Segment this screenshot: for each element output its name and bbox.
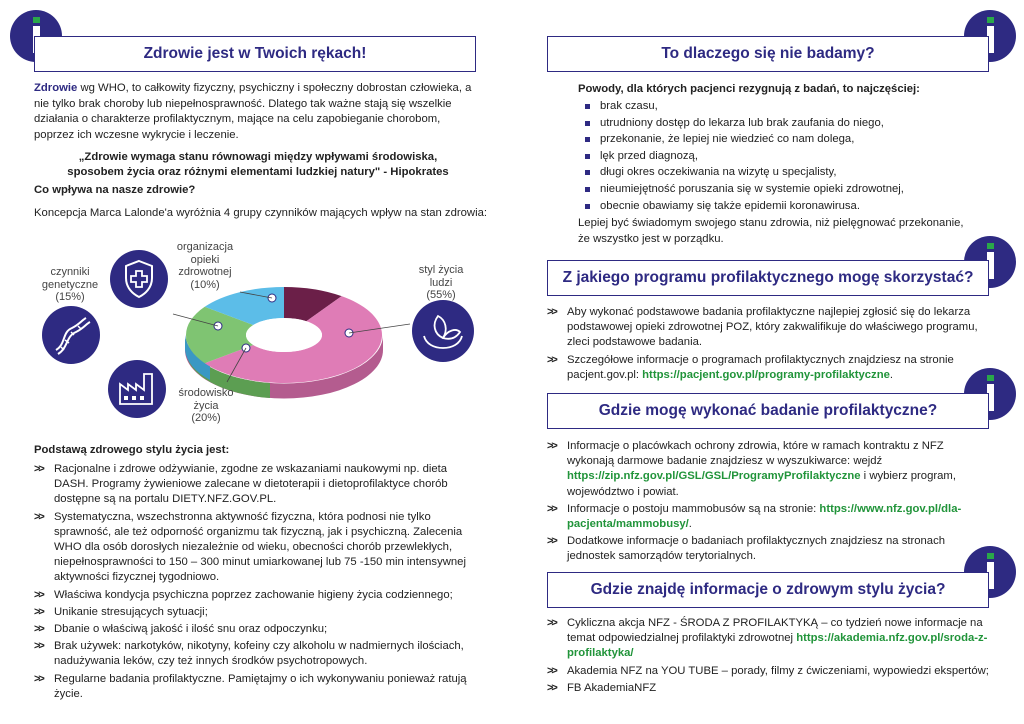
factory-icon <box>108 360 166 418</box>
section-title: Gdzie znajdę informacje o zdrowym stylu życia? <box>590 581 946 598</box>
chart-label-genetyczne: czynniki genetyczne (15%) <box>41 266 99 303</box>
lifestyle-list <box>34 462 480 704</box>
mammobus-link[interactable]: https://www.nfz.gov.pl/dla-pacjenta/mammobusy/ <box>567 502 962 531</box>
list-item: >> Dodatkowe informacje o badaniach profilaktycznych znajdziesz na stronach jednostek samorządów terytorialnych. <box>547 535 946 563</box>
chart-label-styl: styl życia ludzi (55%) <box>418 264 464 301</box>
list-item: >> Unikanie stresujących sytuacji; <box>34 605 208 618</box>
section-title: Gdzie mogę wykonać badanie profilaktyczne? <box>598 402 938 419</box>
list-item: >> Cykliczna akcja NFZ - ŚRODA Z PROFILAKTYKĄ – co tydzień nowe informacje na temat odpowiedzialnej profilaktyki zdrowotnej https://akademia.nfz.gov.pl/sroda-z-profilaktyka/ <box>547 617 988 660</box>
donut-hole <box>246 318 322 352</box>
dna-icon <box>42 306 100 364</box>
list-item: >> Racjonalne i zdrowe odżywianie, zgodne ze wskazaniami naukowymi np. dieta DASH. Programy żywieniowe zalecane w dietoterapii i dietoprofilaktyce chorób dostępne są na portalu DIETY.NFZ.GOV.PL. <box>34 463 448 506</box>
list-item: >> Właściwa kondycja psychiczna poprzez zachowanie higieny życia codziennego; <box>34 588 453 601</box>
list-item: brak czasu, <box>580 98 1000 115</box>
list-item: >> Brak używek: narkotyków, nikotyny, kofeiny czy alkoholu w nadmiernych ilościach, nadużywania leków, czy też innych środków psychotropowych. <box>34 640 464 668</box>
list-item: >> Systematyczna, wszechstronna aktywność fizyczna, która podnosi nie tylko sprawność, ale też odporność organizmu tak fizyczną, jak i psychiczną. Zalecenia WHO dla osób dorosłych niezależnie od wieku, obecności chorób przewlekłych, niepełnosprawności to 150 – 300 minut umiarkowanej lub 75 -150 min intensywnej aktywności fizycznej tygodniowo. <box>34 510 466 584</box>
list-item: utrudniony dostęp do lekarza lub brak zaufania do niego, <box>580 115 1000 132</box>
section-title-box <box>547 36 989 72</box>
program-list <box>547 305 997 385</box>
leaf-hands-icon <box>412 300 474 362</box>
akademia-link[interactable]: https://akademia.nfz.gov.pl/sroda-z-profilaktyka/ <box>567 632 988 660</box>
section-title-box <box>547 260 989 296</box>
intro-paragraph: Zdrowie wg WHO, to całkowity fizyczny, psychiczny i społeczny dobrostan człowieka, a nie tylko brak choroby lub niepełnosprawność. Dlatego tak ważne stają się wszelkie działania o charakterze profilaktycznym, mające na celu zapobieganie chorobom, poprzez ich wczesne wykrycie i leczenie. <box>34 82 472 141</box>
section-title: To dlaczego się nie badamy? <box>661 45 875 62</box>
page-title: Zdrowie jest w Twoich rękach! <box>143 45 367 62</box>
pacjent-link[interactable]: https://pacjent.gov.pl/programy-profilaktyczne <box>642 368 890 381</box>
medical-shield-icon <box>110 250 168 308</box>
concept-text: Koncepcja Marca Lalonde'a wyróżnia 4 grupy czynników mających wpływ na stan zdrowia: <box>34 207 487 219</box>
list-item: >> Informacje o placówkach ochrony zdrowia, które w ramach kontraktu z NFZ wykonają darmowe badanie znajdziesz w wyszukiwarce: wejdź https://zip.nfz.gov.pl/GSL/GSL/ProgramyProfilaktyczne i wybierz program, województwo i powiat. <box>547 440 956 498</box>
section-title-box <box>547 572 989 608</box>
lifestyle-heading: Podstawą zdrowego stylu życia jest: <box>34 444 230 456</box>
list-item: >> Szczegółowe informacje o programach profilaktycznych znajdziesz na stronie pacjent.gov.pl: https://pacjent.gov.pl/programy-profilaktyczne. <box>547 353 954 381</box>
list-item: przekonanie, że lepiej nie wiedzieć co nam dolega, <box>580 131 1000 148</box>
list-item: długi okres oczekiwania na wizytę u specjalisty, <box>580 164 1000 181</box>
list-item: >> Aby wykonać podstawowe badania profilaktyczne najlepiej zgłosić się do lekarza podstawowej opieki zdrowotnej POZ, który zakwalifikuje do właściwego programu, zleci podstawowe badania. <box>547 306 978 349</box>
info-list <box>547 616 997 698</box>
list-item: >> Informacje o postoju mammobusów są na stronie: https://www.nfz.gov.pl/dla-pacjenta/mammobusy/. <box>547 502 962 531</box>
zip-nfz-link[interactable]: https://zip.nfz.gov.pl/GSL/GSL/ProgramyProfilaktyczne <box>567 470 861 483</box>
reasons-closing: Lepiej być świadomym swojego stanu zdrowia, niż pielęgnować przekonanie, że wszystko jest w porządku. <box>578 217 964 245</box>
list-item: >> Regularne badania profilaktyczne. Pamiętajmy o ich wykonywaniu ponieważ ratują życie. <box>34 672 467 700</box>
section-title-box <box>547 393 989 429</box>
section-title: Z jakiego programu profilaktycznego mogę skorzystać? <box>562 269 974 286</box>
list-item: lęk przed diagnozą, <box>580 148 1000 165</box>
list-item: nieumiejętność poruszania się w systemie opieki zdrowotnej, <box>580 181 1000 198</box>
list-item: >> Dbanie o właściwą jakość i ilość snu oraz odpoczynku; <box>34 623 328 636</box>
chart-label-organizacja: organizacja opieki zdrowotnej (10%) <box>176 241 234 291</box>
hippocrates-quote: „Zdrowie wymaga stanu równowagi między wpływami środowiska, sposobem życia oraz różnymi elementami ludzkiej natury" - Hipokrates <box>67 151 449 178</box>
reasons-list <box>580 98 1000 214</box>
list-item: >> FB AkademiaNFZ <box>547 681 657 694</box>
list-item: obecnie obawiamy się także epidemii koronawirusa. <box>580 198 1000 215</box>
left-title-box <box>34 36 476 72</box>
subheading: Co wpływa na nasze zdrowie? <box>34 184 196 196</box>
chart-label-srodowisko: środowisko życia (20%) <box>178 387 234 424</box>
reasons-heading: Powody, dla których pacjenci rezygnują z badań, to najczęściej: <box>578 83 920 95</box>
list-item: >> Akademia NFZ na YOU TUBE – porady, filmy z ćwiczeniami, wypowiedzi ekspertów; <box>547 664 989 677</box>
where-list <box>547 439 977 567</box>
